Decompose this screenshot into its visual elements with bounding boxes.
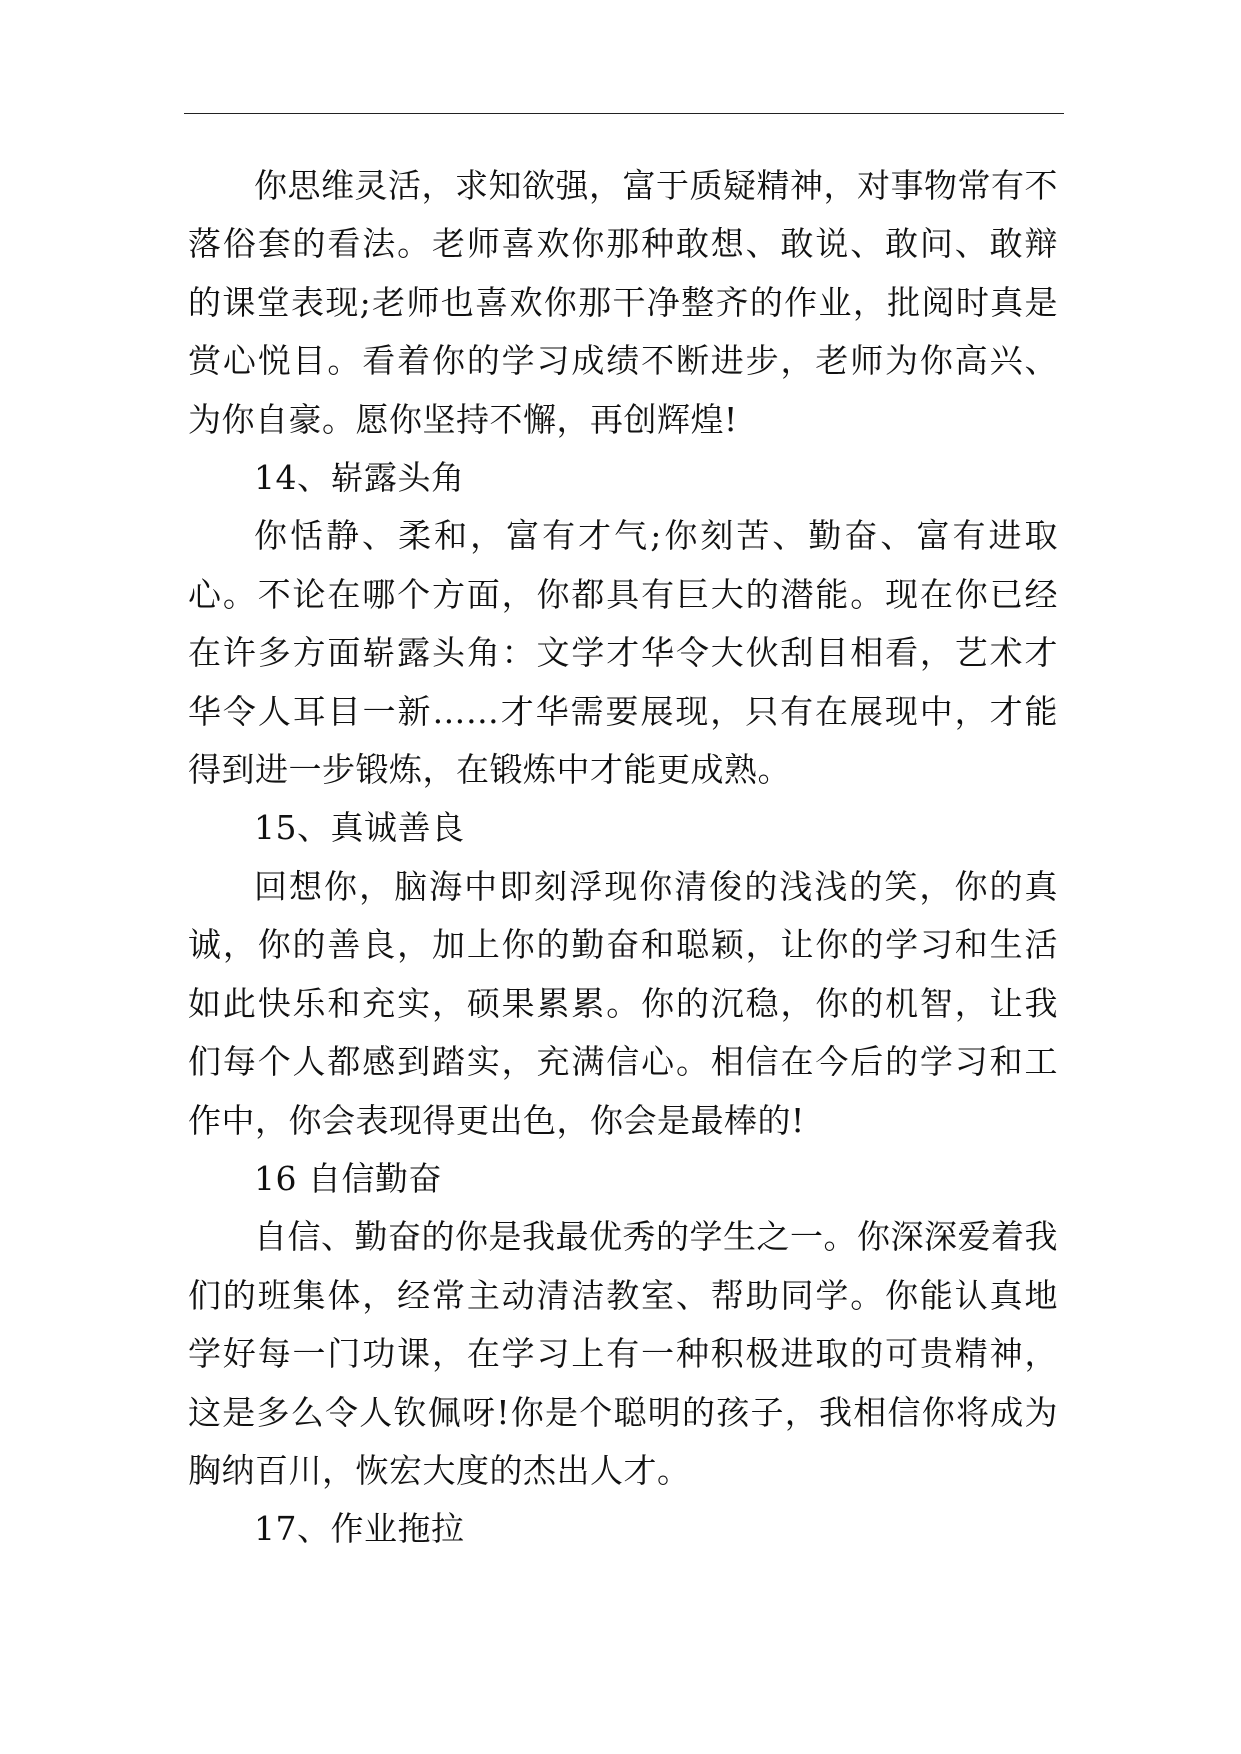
section-heading-16: 16 自信勤奋 <box>254 1158 442 1198</box>
paragraph-15: 回想你，脑海中即刻浮现你清俊的浅浅的笑，你的真诚，你的善良，加上你的勤奋和聪颖，让你的学习和生活如此快乐和充实，硕果累累。你的沉稳，你的机智，让我们每个人都感到踏实，充满信心。相信在今后的学习和工作中，你会表现得更出色，你会是最棒的! <box>188 866 1058 1140</box>
paragraph-intro: 你思维灵活，求知欲强，富于质疑精神，对事物常有不落俗套的看法。老师喜欢你那种敢想、敢说、敢问、敢辩的课堂表现;老师也喜欢你那干净整齐的作业，批阅时真是赏心悦目。看着你的学习成绩不断进步，老师为你高兴、为你自豪。愿你坚持不懈，再创辉煌! <box>188 166 1058 439</box>
document-body <box>188 157 1058 1559</box>
header-rule <box>184 113 1064 114</box>
paragraph-16: 自信、勤奋的你是我最优秀的学生之一。你深深爱着我们的班集体，经常主动清洁教室、帮助同学。你能认真地学好每一门功课，在学习上有一种积极进取的可贵精神，这是多么令人钦佩呀!你是个聪明的孩子，我相信你将成为胸纳百川，恢宏大度的杰出人才。 <box>188 1217 1058 1490</box>
section-heading-14: 14、崭露头角 <box>254 458 465 498</box>
section-heading-15: 15、真诚善良 <box>254 808 465 848</box>
section-heading-17: 17、作业拖拉 <box>254 1509 465 1549</box>
paragraph-14: 你恬静、柔和，富有才气;你刻苦、勤奋、富有进取心。不论在哪个方面，你都具有巨大的潜能。现在你已经在许多方面崭露头角：文学才华令大伙刮目相看，艺术才华令人耳目一新……才华需要展现，只有在展现中，才能得到进一步锻炼，在锻炼中才能更成熟。 <box>188 516 1058 790</box>
